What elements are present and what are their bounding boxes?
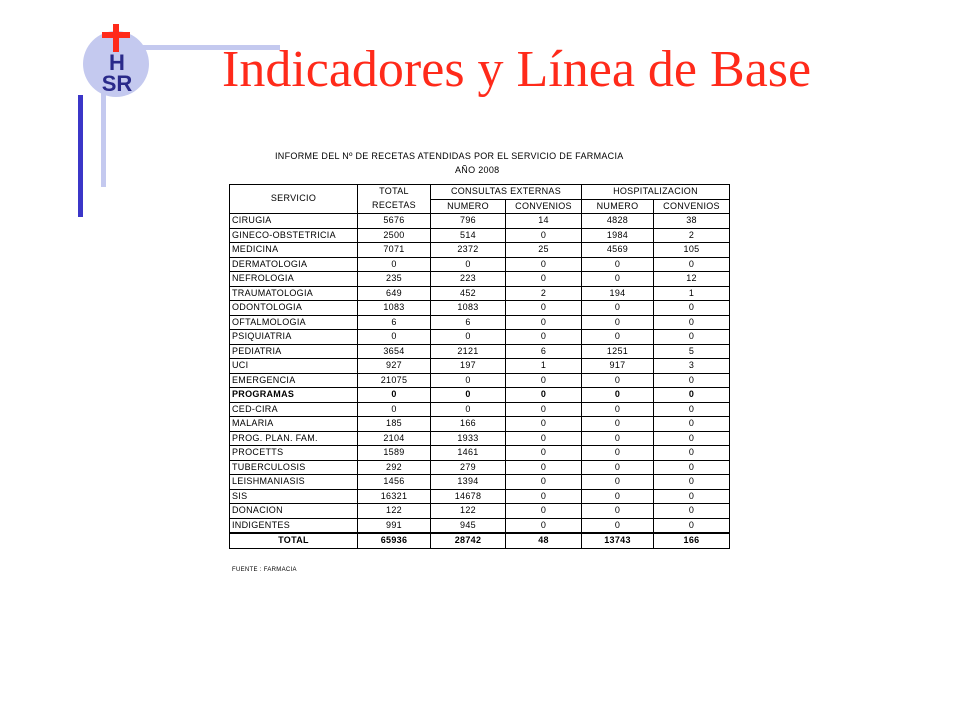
cell-ce-convenios: 0 — [506, 417, 582, 432]
cell-servicio: UCI — [230, 359, 358, 374]
table-body — [230, 214, 730, 534]
cell-ce-convenios: 0 — [506, 460, 582, 475]
cell-ce-numero: 166 — [431, 417, 506, 432]
total-h-numero: 13743 — [582, 533, 654, 548]
cell-ce-numero: 1083 — [431, 301, 506, 316]
table-row — [230, 402, 730, 417]
header-h-numero: NUMERO — [582, 199, 654, 214]
cell-servicio: TUBERCULOSIS — [230, 460, 358, 475]
cell-ce-convenios: 0 — [506, 489, 582, 504]
cell-h-numero: 0 — [582, 272, 654, 287]
cell-h-numero: 194 — [582, 286, 654, 301]
cell-h-convenios: 0 — [654, 504, 730, 519]
cell-servicio: DONACION — [230, 504, 358, 519]
cell-total: 122 — [358, 504, 431, 519]
table-row — [230, 359, 730, 374]
table-row — [230, 489, 730, 504]
cell-ce-numero: 514 — [431, 228, 506, 243]
header-ce-convenios: CONVENIOS — [506, 199, 582, 214]
cell-h-convenios: 0 — [654, 402, 730, 417]
cell-h-numero: 0 — [582, 475, 654, 490]
cell-servicio: MEDICINA — [230, 243, 358, 258]
source-note: FUENTE : FARMACIA — [232, 567, 297, 573]
cell-servicio: PROGRAMAS — [230, 388, 358, 403]
decorative-bar-dark — [78, 95, 83, 217]
header-hospitalizacion: HOSPITALIZACION — [582, 185, 730, 200]
cell-h-convenios: 0 — [654, 373, 730, 388]
cell-ce-convenios: 0 — [506, 272, 582, 287]
cell-h-convenios: 0 — [654, 315, 730, 330]
cell-total: 1589 — [358, 446, 431, 461]
table-row — [230, 228, 730, 243]
cell-ce-numero: 223 — [431, 272, 506, 287]
cell-servicio: GINECO-OBSTETRICIA — [230, 228, 358, 243]
cell-servicio: DERMATOLOGIA — [230, 257, 358, 272]
cell-h-convenios: 105 — [654, 243, 730, 258]
cell-servicio: SIS — [230, 489, 358, 504]
table-row — [230, 330, 730, 345]
cell-ce-convenios: 0 — [506, 504, 582, 519]
cell-ce-numero: 14678 — [431, 489, 506, 504]
header-ce-numero: NUMERO — [431, 199, 506, 214]
svg-text:H: H — [109, 50, 125, 75]
cell-ce-convenios: 0 — [506, 228, 582, 243]
table-row — [230, 315, 730, 330]
cell-h-numero: 0 — [582, 402, 654, 417]
cell-h-numero: 0 — [582, 431, 654, 446]
cell-ce-convenios: 0 — [506, 301, 582, 316]
cell-servicio: CIRUGIA — [230, 214, 358, 229]
cell-ce-numero: 6 — [431, 315, 506, 330]
cell-total: 292 — [358, 460, 431, 475]
cell-ce-numero: 2121 — [431, 344, 506, 359]
cell-ce-convenios: 25 — [506, 243, 582, 258]
total-recetas: 65936 — [358, 533, 431, 548]
svg-text:SR: SR — [101, 71, 133, 96]
cell-h-numero: 1984 — [582, 228, 654, 243]
table-row — [230, 388, 730, 403]
cell-h-numero: 4569 — [582, 243, 654, 258]
cell-total: 0 — [358, 388, 431, 403]
cell-ce-convenios: 0 — [506, 388, 582, 403]
cell-ce-convenios: 0 — [506, 431, 582, 446]
cell-ce-numero: 945 — [431, 518, 506, 533]
cell-h-convenios: 0 — [654, 518, 730, 533]
cell-total: 2500 — [358, 228, 431, 243]
cell-h-numero: 0 — [582, 301, 654, 316]
cell-h-convenios: 3 — [654, 359, 730, 374]
cell-h-numero: 0 — [582, 504, 654, 519]
cell-ce-convenios: 0 — [506, 315, 582, 330]
cell-h-convenios: 0 — [654, 388, 730, 403]
cell-h-numero: 917 — [582, 359, 654, 374]
slide-title: Indicadores y Línea de Base — [222, 41, 812, 98]
cell-h-numero: 0 — [582, 373, 654, 388]
cell-total: 927 — [358, 359, 431, 374]
header-recetas: RECETAS — [358, 199, 431, 214]
cell-ce-numero: 0 — [431, 330, 506, 345]
cell-ce-convenios: 6 — [506, 344, 582, 359]
cell-h-convenios: 0 — [654, 489, 730, 504]
header-total: TOTAL — [358, 185, 431, 200]
prescriptions-table — [229, 184, 730, 549]
cell-total: 7071 — [358, 243, 431, 258]
cell-total: 6 — [358, 315, 431, 330]
table-total-row — [230, 533, 730, 548]
cell-h-numero: 0 — [582, 489, 654, 504]
cell-servicio: INDIGENTES — [230, 518, 358, 533]
cell-servicio: NEFROLOGIA — [230, 272, 358, 287]
cell-ce-numero: 2372 — [431, 243, 506, 258]
cell-total: 235 — [358, 272, 431, 287]
cell-total: 16321 — [358, 489, 431, 504]
cell-h-convenios: 38 — [654, 214, 730, 229]
cell-ce-numero: 0 — [431, 388, 506, 403]
cell-h-numero: 4828 — [582, 214, 654, 229]
table-row — [230, 301, 730, 316]
cell-ce-numero: 122 — [431, 504, 506, 519]
cell-h-convenios: 5 — [654, 344, 730, 359]
cell-ce-convenios: 0 — [506, 475, 582, 490]
cell-h-numero: 0 — [582, 417, 654, 432]
cell-ce-convenios: 0 — [506, 257, 582, 272]
table-row — [230, 373, 730, 388]
cell-h-numero: 0 — [582, 388, 654, 403]
cell-ce-numero: 1394 — [431, 475, 506, 490]
cell-h-convenios: 0 — [654, 475, 730, 490]
table-row — [230, 344, 730, 359]
hospital-logo — [80, 18, 158, 100]
cell-h-convenios: 0 — [654, 431, 730, 446]
cell-servicio: OFTALMOLOGIA — [230, 315, 358, 330]
header-servicio: SERVICIO — [230, 185, 358, 214]
cell-ce-numero: 0 — [431, 257, 506, 272]
cell-h-numero: 0 — [582, 315, 654, 330]
cell-h-convenios: 0 — [654, 446, 730, 461]
cell-ce-convenios: 0 — [506, 446, 582, 461]
table-row — [230, 243, 730, 258]
cell-servicio: MALARIA — [230, 417, 358, 432]
total-ce-convenios: 48 — [506, 533, 582, 548]
cell-ce-convenios: 0 — [506, 402, 582, 417]
cell-servicio: CED-CIRA — [230, 402, 358, 417]
cell-h-numero: 0 — [582, 446, 654, 461]
cell-total: 2104 — [358, 431, 431, 446]
cell-total: 649 — [358, 286, 431, 301]
header-h-convenios: CONVENIOS — [654, 199, 730, 214]
table-row — [230, 446, 730, 461]
table-row — [230, 417, 730, 432]
cell-total: 5676 — [358, 214, 431, 229]
cell-total: 1083 — [358, 301, 431, 316]
total-label: TOTAL — [230, 533, 358, 548]
cell-servicio: PSIQUIATRIA — [230, 330, 358, 345]
cell-total: 21075 — [358, 373, 431, 388]
cell-ce-convenios: 14 — [506, 214, 582, 229]
cell-ce-convenios: 0 — [506, 373, 582, 388]
cell-total: 991 — [358, 518, 431, 533]
cell-ce-numero: 0 — [431, 402, 506, 417]
total-h-convenios: 166 — [654, 533, 730, 548]
cell-total: 0 — [358, 330, 431, 345]
cell-h-convenios: 2 — [654, 228, 730, 243]
report-heading: INFORME DEL Nº DE RECETAS ATENDIDAS POR EL SERVICIO DE FARMACIA — [275, 151, 624, 161]
cell-ce-numero: 796 — [431, 214, 506, 229]
cell-total: 3654 — [358, 344, 431, 359]
cell-total: 0 — [358, 257, 431, 272]
cell-ce-numero: 1933 — [431, 431, 506, 446]
cell-servicio: PROG. PLAN. FAM. — [230, 431, 358, 446]
cell-h-convenios: 0 — [654, 460, 730, 475]
cell-h-convenios: 1 — [654, 286, 730, 301]
table-row — [230, 272, 730, 287]
table-row — [230, 518, 730, 533]
cell-servicio: LEISHMANIASIS — [230, 475, 358, 490]
table-row — [230, 257, 730, 272]
cell-ce-convenios: 0 — [506, 518, 582, 533]
cell-h-convenios: 0 — [654, 301, 730, 316]
table-row — [230, 475, 730, 490]
cell-h-convenios: 0 — [654, 417, 730, 432]
cell-total: 185 — [358, 417, 431, 432]
cell-h-convenios: 12 — [654, 272, 730, 287]
cell-h-numero: 0 — [582, 460, 654, 475]
cell-ce-numero: 1461 — [431, 446, 506, 461]
cell-h-convenios: 0 — [654, 330, 730, 345]
table-row — [230, 214, 730, 229]
table-row — [230, 504, 730, 519]
cell-servicio: ODONTOLOGIA — [230, 301, 358, 316]
cell-ce-numero: 197 — [431, 359, 506, 374]
cell-h-convenios: 0 — [654, 257, 730, 272]
cell-h-numero: 1251 — [582, 344, 654, 359]
cell-ce-convenios: 2 — [506, 286, 582, 301]
cell-servicio: EMERGENCIA — [230, 373, 358, 388]
table-row — [230, 460, 730, 475]
cell-total: 1456 — [358, 475, 431, 490]
table-row — [230, 431, 730, 446]
cell-ce-numero: 279 — [431, 460, 506, 475]
cell-servicio: PEDIATRIA — [230, 344, 358, 359]
report-year: AÑO 2008 — [455, 165, 500, 175]
cell-ce-numero: 452 — [431, 286, 506, 301]
cell-h-numero: 0 — [582, 257, 654, 272]
total-ce-numero: 28742 — [431, 533, 506, 548]
cell-ce-numero: 0 — [431, 373, 506, 388]
cell-ce-convenios: 1 — [506, 359, 582, 374]
header-consultas-externas: CONSULTAS EXTERNAS — [431, 185, 582, 200]
cell-total: 0 — [358, 402, 431, 417]
cell-servicio: PROCETTS — [230, 446, 358, 461]
cell-h-numero: 0 — [582, 518, 654, 533]
cell-ce-convenios: 0 — [506, 330, 582, 345]
cell-servicio: TRAUMATOLOGIA — [230, 286, 358, 301]
cell-h-numero: 0 — [582, 330, 654, 345]
table-row — [230, 286, 730, 301]
